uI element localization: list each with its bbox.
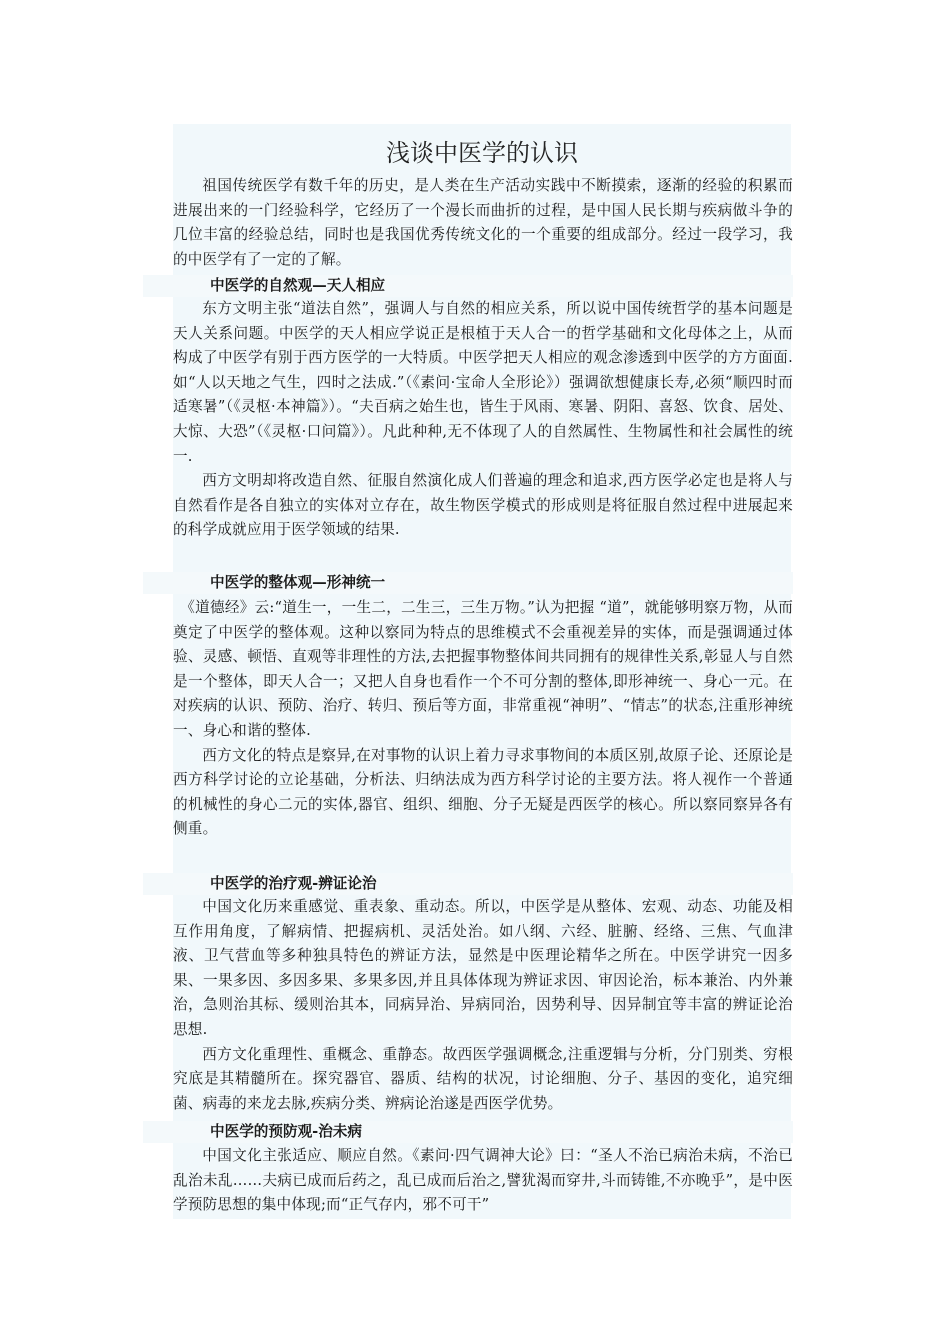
section-heading-label: 中医学的治疗观-辨证论治 [210, 875, 377, 892]
section-heading-label: 中医学的自然观—天人相应 [210, 277, 386, 294]
section-heading-nature [143, 275, 793, 297]
section-body-nature [173, 297, 793, 543]
paragraph: 西方文化的特点是察异,在对事物的认识上着力寻求事物间的本质区别,故原子论、还原论是西方科学讨论的立论基础，分析法、归纳法成为西方科学讨论的主要方法。将人视作一个普通的机械性的身心二元的实体,器官、组织、细胞、分子无疑是西医学的核心。所以察同察异各有侧重。 [173, 746, 793, 838]
section-heading-prevention [143, 1121, 793, 1143]
section-body-holism [173, 596, 793, 842]
paragraph: 西方文化重理性、重概念、重静态。故西医学强调概念,注重逻辑与分析，分门别类、穷根究底是其精髓所在。探究器官、器质、结构的状况，讨论细胞、分子、基因的变化，追究细菌、病毒的来龙去脉,疾病分类、辨病论治遂是西医学优势。 [173, 1045, 793, 1112]
section-heading-label: 中医学的预防观-治未病 [210, 1123, 362, 1140]
paragraph: 西方文明却将改造自然、征服自然演化成人们普遍的理念和追求,西方医学必定也是将人与自然看作是各自独立的实体对立存在，故生物医学模式的形成则是将征服自然过程中进展起来的科学成就应用于医学领域的结果. [173, 472, 793, 539]
section-body-treatment [173, 895, 793, 1116]
document-page [143, 124, 793, 1224]
intro-paragraph: 祖国传统医学有数千年的历史，是人类在生产活动实践中不断摸索，逐渐的经验的积累而进展出来的一门经验科学，它经历了一个漫长而曲折的过程，是中国人民长期与疾病做斗争的几位丰富的经验总结，同时也是我国优秀传统文化的一个重要的组成部分。经过一段学习，我的中医学有了一定的了解。 [173, 177, 793, 268]
section-heading-label: 中医学的整体观—形神统一 [210, 574, 386, 591]
intro-block [173, 174, 793, 272]
paragraph: 《道德经》云:“道生一，一生二，二生三，三生万物。”认为把握 “道”，就能够明察万物，从而奠定了中医学的整体观。这种以察同为特点的思维模式不会重视差异的实体，而是强调通过体验、灵感、顿悟、直观等非理性的方法,去把握事物整体间共同拥有的规律性关系,彰显人与自然是一个整体，即天人合一；又把人自身也看作一个不可分割的整体,即形神统一、身心一元。在对疾病的认识、预防、治疗、转归、预后等方面，非常重视“神明”、“情志”的状态,注重形神统一、身心和谐的整体. [173, 599, 793, 739]
document-title: 浅谈中医学的认识 [386, 139, 578, 167]
section-heading-treatment [143, 873, 793, 895]
paragraph: 东方文明主张“道法自然”，强调人与自然的相应关系，所以说中国传统哲学的基本问题是天人关系问题。中医学的天人相应学说正是根植于天人合一的哲学基础和文化母体之上，从而构成了中医学有别于西方医学的一大特质。中医学把天人相应的观念渗透到中医学的方方面面.如“人以天地之气生，四时之法成.”（《素问·宝命人全形论》）强调欲想健康长寿,必须“顺四时而适寒暑”（《灵枢·本神篇》）。“夫百病之始生也，皆生于风雨、寒暑、阴阳、喜怒、饮食、居处、大惊、大恐”（《灵枢·口问篇》）。凡此种种,无不体现了人的自然属性、生物属性和社会属性的统一. [173, 300, 793, 465]
paragraph: 中国文化历来重感觉、重表象、重动态。所以，中医学是从整体、宏观、动态、功能及相互作用角度，了解病情、把握病机、灵活处治。如八纲、六经、脏腑、经络、三焦、气血津液、卫气营血等多种独具特色的辨证方法，显然是中医理论精华之所在。中医学讲究一因多果、一果多因、多因多果、多果多因,并且具体体现为辨证求因、审因论治，标本兼治、内外兼治，急则治其标、缓则治其本，同病异治、异病同治，因势利导、因异制宜等丰富的辨证论治思想. [173, 898, 793, 1038]
paragraph: 中国文化主张适应、顺应自然。《素问·四气调神大论》曰：“圣人不治已病治未病，不治已乱治未乱……夫病已成而后药之，乱已成而后治之,譬犹渴而穿井,斗而铸锥,不亦晚乎”，是中医学预防思想的集中体现;而“正气存内，邪不可干” [173, 1147, 793, 1214]
section-body-prevention [173, 1144, 793, 1218]
section-heading-holism [143, 572, 793, 594]
